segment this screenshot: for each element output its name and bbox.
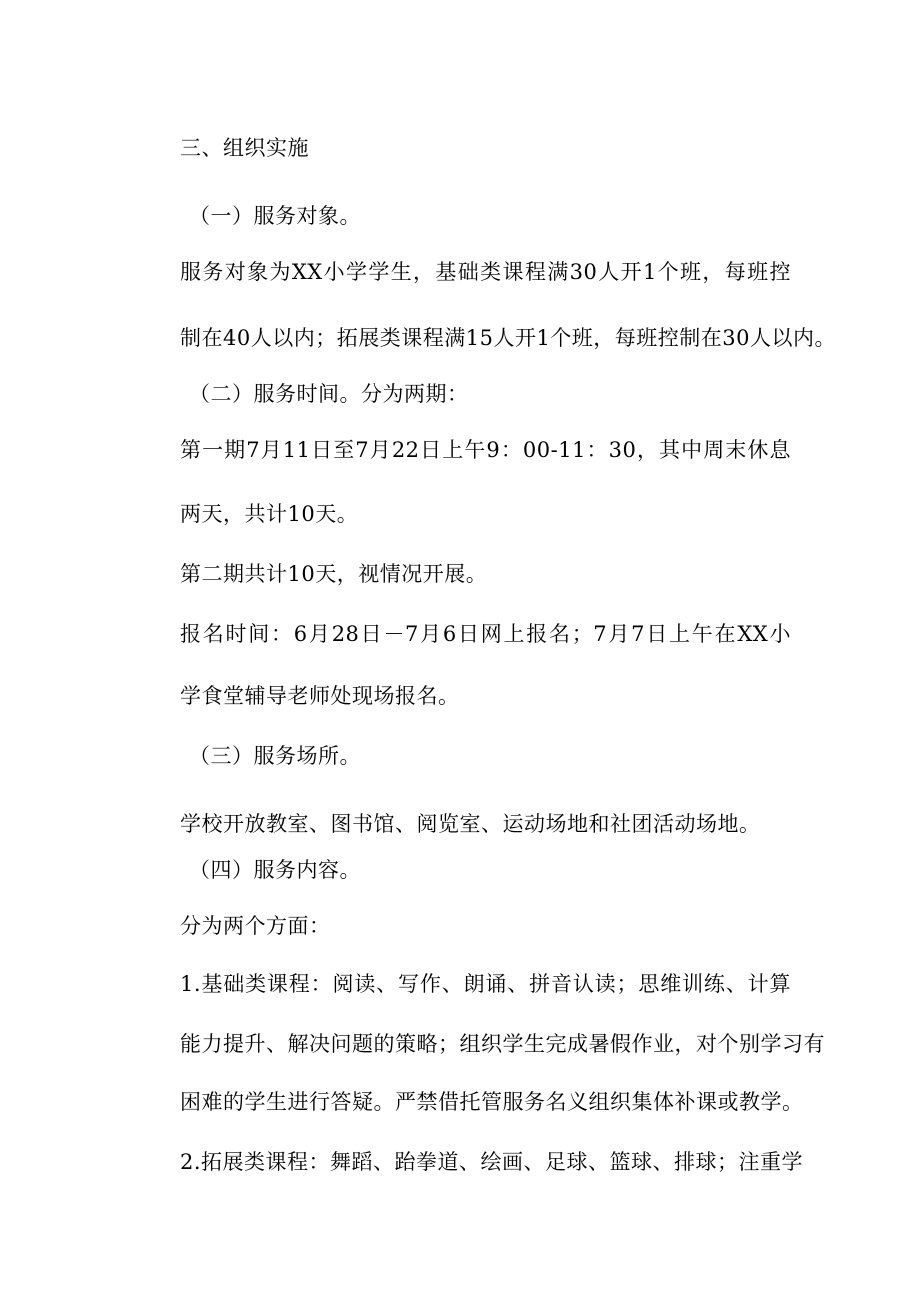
subsection-heading-service-venue: （三）服务场所。 <box>189 744 361 768</box>
subsection-heading-service-target: （一）服务对象。 <box>189 204 361 228</box>
paragraph-line: 1.基础类课程：阅读、写作、朗诵、拼音认读；思维训练、计算 <box>180 972 791 996</box>
paragraph-line: 第一期7月11日至7月22日上午9：00-11：30，其中周末休息 <box>180 438 791 462</box>
paragraph-line: 两天，共计10天。 <box>180 502 359 526</box>
paragraph-line: 分为两个方面： <box>180 914 331 938</box>
paragraph-line: 困难的学生进行答疑。严禁借托管服务名义组织集体补课或教学。 <box>180 1090 804 1114</box>
subsection-heading-service-content: （四）服务内容。 <box>189 858 361 882</box>
paragraph-line: 能力提升、解决问题的策略；组织学生完成暑假作业，对个别学习有 <box>180 1032 825 1056</box>
paragraph-line: 2.拓展类课程：舞蹈、跆拳道、绘画、足球、篮球、排球；注重学 <box>180 1150 804 1174</box>
paragraph-line: 学校开放教室、图书馆、阅览室、运动场地和社团活动场地。 <box>180 812 761 836</box>
paragraph-line: 报名时间：6月28日－7月6日网上报名；7月7日上午在XX小 <box>180 622 791 646</box>
section-heading: 三、组织实施 <box>180 136 309 160</box>
paragraph-line: 学食堂辅导老师处现场报名。 <box>180 684 460 708</box>
paragraph-line: 第二期共计10天，视情况开展。 <box>180 562 488 586</box>
paragraph-line: 服务对象为XX小学学生，基础类课程满30人开1个班，每班控 <box>180 260 791 284</box>
paragraph-line: 制在40人以内；拓展类课程满15人开1个班，每班控制在30人以内。 <box>180 326 837 350</box>
subsection-heading-service-time: （二）服务时间。分为两期： <box>189 382 469 406</box>
